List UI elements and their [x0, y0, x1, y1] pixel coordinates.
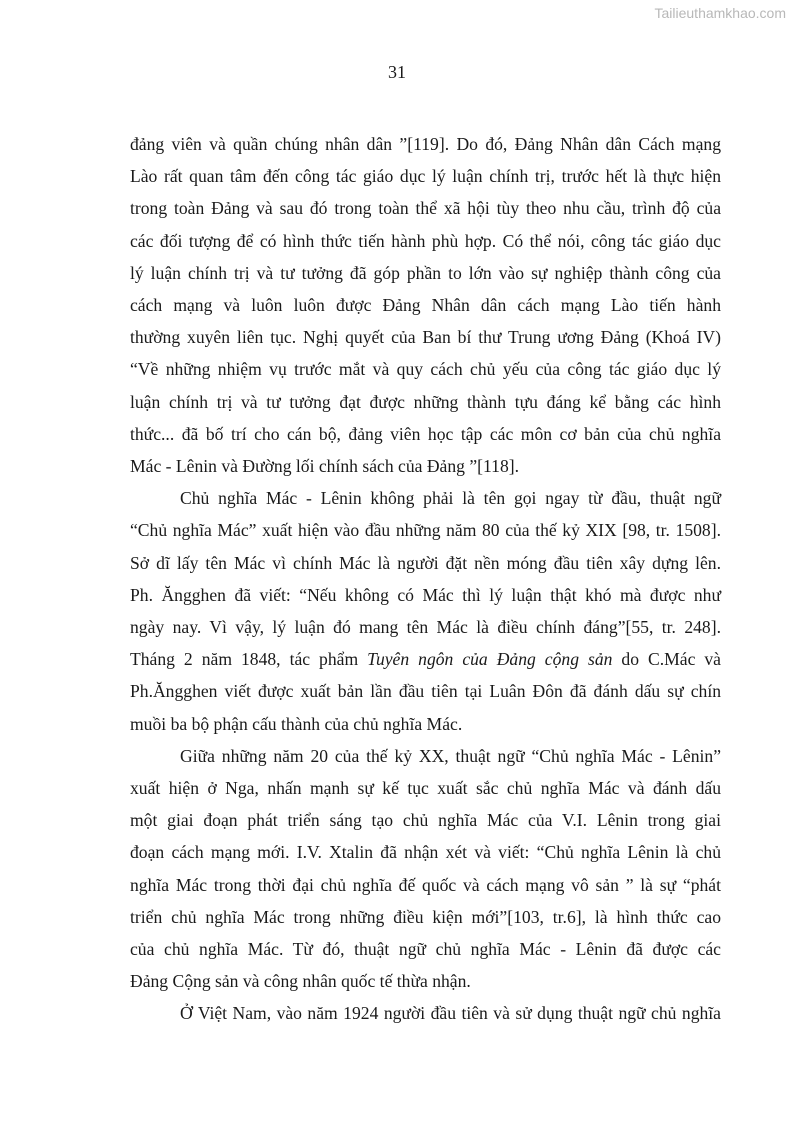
text-line: xuất hiện ở Nga, nhấn mạnh sự kế tục xuất sắc chủ nghĩa Mác và đánh dấu [130, 778, 721, 798]
text-line: Sở dĩ lấy tên Mác vì chính Mác là người đặt nền móng đầu tiên xây dựng lên. [130, 552, 721, 573]
text-line: Giữa những năm 20 của thế kỷ XX, thuật ngữ “Chủ nghĩa Mác - Lênin” [180, 745, 721, 766]
text-line: lý luận chính trị và tư tưởng đã góp phần to lớn vào sự nghiệp thành công của [130, 262, 721, 283]
text-line: Lào rất quan tâm đến công tác giáo dục lý luận chính trị, trước hết là thực hiện [130, 166, 721, 187]
text-line: luận chính trị và tư tưởng đạt được những thành tựu đáng kể bằng các hình [130, 391, 721, 412]
text-line: “Chủ nghĩa Mác” xuất hiện vào đầu những năm 80 của thế kỷ XIX [98, tr. 1508]. [130, 520, 721, 541]
text-line: thường xuyên liên tục. Nghị quyết của Ban bí thư Trung ương Đảng (Khoá IV) [130, 327, 721, 348]
italic-title: Tuyên ngôn của Đảng cộng sản [367, 649, 613, 670]
text-line [130, 648, 721, 670]
text-line: Mác - Lênin và Đường lối chính sách của Đảng ”[118]. [130, 456, 519, 476]
text-line: “Về những nhiệm vụ trước mắt và quy cách chủ yếu của công tác giáo dục lý [130, 359, 721, 380]
text-line: cách mạng và luôn luôn được Đảng Nhân dân cách mạng Lào tiến hành [130, 295, 721, 315]
text-line: thức... đã bố trí cho cán bộ, đảng viên học tập các môn cơ bản của chủ nghĩa [130, 423, 721, 444]
text-line: triển chủ nghĩa Mác trong những điều kiện mới”[103, tr.6], là hình thức cao [130, 906, 721, 927]
text-line: các đối tượng để có hình thức tiến hành phù hợp. Có thể nói, công tác giáo dục [130, 230, 721, 251]
text-segment: do C.Mác và [612, 649, 721, 670]
text-line: trong toàn Đảng và sau đó trong toàn thể xã hội tùy theo nhu cầu, trình độ của [130, 198, 721, 219]
text-line: của chủ nghĩa Mác. Từ đó, thuật ngữ chủ nghĩa Mác - Lênin đã được các [130, 939, 721, 959]
text-line: Ph.Ăngghen viết được xuất bản lần đầu tiên tại Luân Đôn đã đánh dấu sự chín [130, 681, 721, 702]
text-line: muồi ba bộ phận cấu thành của chủ nghĩa Mác. [130, 713, 463, 734]
text-line: Ph. Ăngghen đã viết: “Nếu không có Mác thì lý luận thật khó mà được như [130, 584, 721, 605]
text-line: một giai đoạn phát triển sáng tạo chủ nghĩa Mác của V.I. Lênin trong giai [130, 810, 721, 831]
text-line: đảng viên và quần chúng nhân dân ”[119]. Do đó, Đảng Nhân dân Cách mạng [130, 134, 721, 154]
page-number: 31 [388, 62, 406, 82]
text-line: nghĩa Mác trong thời đại chủ nghĩa đế quốc và cách mạng vô sản ” là sự “phát [130, 874, 721, 895]
text-segment: Tháng 2 năm 1848, tác phẩm [130, 649, 368, 670]
watermark: Tailieuthamkhao.com [654, 5, 786, 21]
text-line: đoạn cách mạng mới. I.V. Xtalin đã nhận xét và viết: “Chủ nghĩa Lênin là chủ [130, 842, 721, 863]
text-line: ngày nay. Vì vậy, lý luận đó mang tên Mác là điều chính đáng”[55, tr. 248]. [130, 617, 721, 637]
text-line: Ở Việt Nam, vào năm 1924 người đầu tiên và sử dụng thuật ngữ chủ nghĩa [180, 1003, 721, 1024]
text-line: Chủ nghĩa Mác - Lênin không phải là tên gọi ngay từ đầu, thuật ngữ [180, 488, 721, 509]
text-line: Đảng Cộng sản và công nhân quốc tế thừa nhận. [130, 971, 471, 992]
